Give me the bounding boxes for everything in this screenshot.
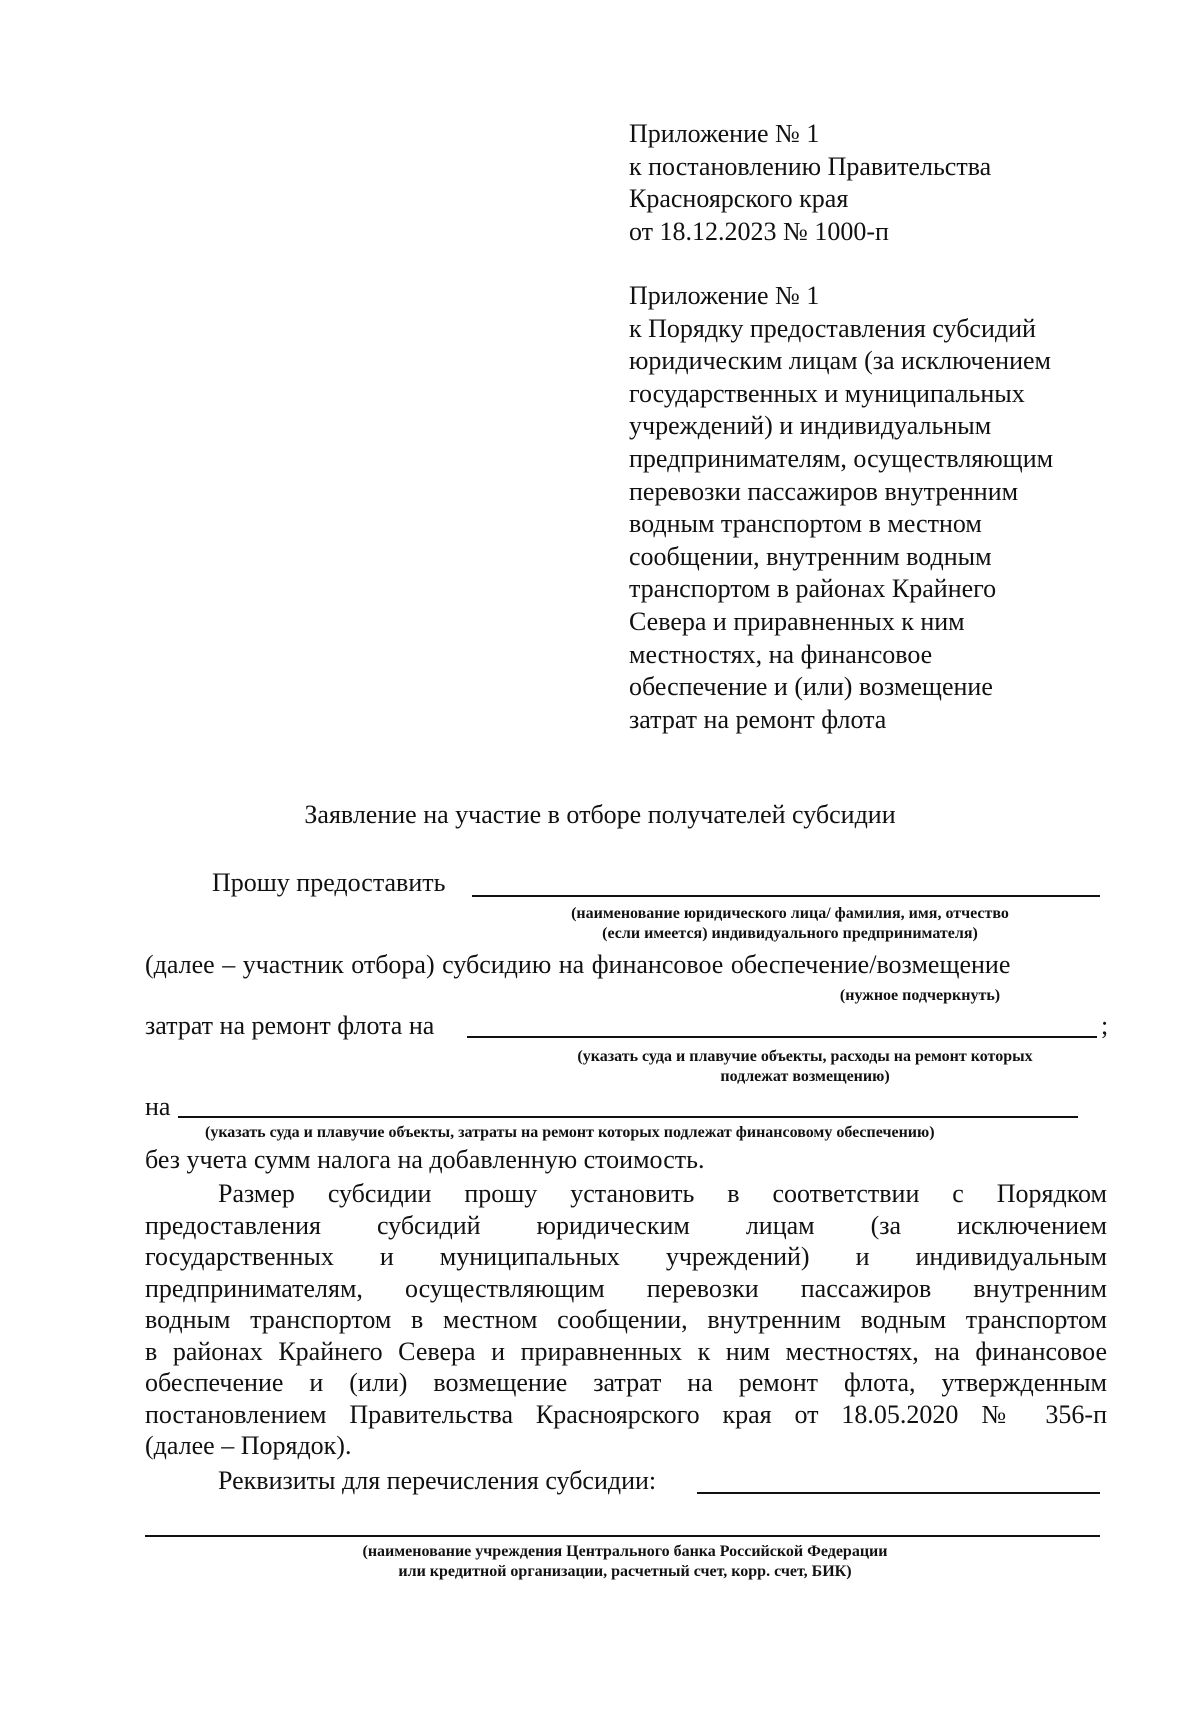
vat-line: без учета сумм налога на добавленную стоимость.	[145, 1145, 705, 1174]
request-label: Прошу предоставить	[212, 868, 446, 897]
header-line: от 18.12.2023 № 1000-п	[629, 216, 889, 246]
header-line: учреждений) и индивидуальным	[629, 411, 992, 441]
choose-hint: (нужное подчеркнуть)	[839, 987, 1001, 1004]
request-hint: (наименование юридического лица/ фамилия, имя, отчество (если имеется) индивидуального предпринимателя)	[571, 905, 1009, 942]
na-hint: (указать суда и плавучие объекты, затраты на ремонт которых подлежат финансовому обеспечению)	[205, 1124, 935, 1141]
semicolon: ;	[1101, 1011, 1109, 1040]
paragraph-row: постановлением Правительства Красноярского края от 18.05.2020 № 356-п	[145, 1399, 1107, 1429]
vessels-reimbursement-blank[interactable]	[467, 1036, 1097, 1038]
subsidy-size-paragraph	[145, 1178, 1107, 1462]
paragraph-row: (далее – Порядок).	[145, 1431, 352, 1460]
paragraph-row: водным транспортом в местном сообщении, внутренним водным транспортом	[145, 1305, 1107, 1334]
header-line: Приложение № 1	[629, 281, 820, 310]
applicant-name-blank[interactable]	[472, 895, 1100, 897]
paragraph-row: Размер субсидии прошу установить в соответствии с Порядком	[218, 1179, 1107, 1208]
paragraph-row: обеспечение и (или) возмещение затрат на ремонт флота, утвержденным	[145, 1368, 1107, 1397]
bank-label: Реквизиты для перечисления субсидии:	[218, 1466, 657, 1495]
header-line: водным транспортом в местном	[629, 509, 982, 539]
bank-details-blank-2[interactable]	[145, 1535, 1100, 1537]
header-line: Красноярского края	[629, 184, 849, 214]
appendix-header-decree	[629, 118, 991, 248]
header-line: предпринимателям, осуществляющим	[629, 443, 1054, 473]
header-line: обеспечение и (или) возмещение	[629, 672, 993, 702]
header-line: транспортом в районах Крайнего	[629, 574, 997, 604]
header-line: перевозки пассажиров внутренним	[629, 476, 1019, 506]
header-line: затрат на ремонт флота	[629, 704, 887, 734]
paragraph-row: в районах Крайнего Севера и приравненных к ним местностях, на финансовое	[145, 1336, 1107, 1366]
paragraph-row: государственных и муниципальных учреждений) и индивидуальным	[145, 1242, 1107, 1271]
na-label: на	[145, 1092, 171, 1121]
costs-label: затрат на ремонт флота на	[145, 1011, 435, 1040]
header-line: к постановлению Правительства	[629, 151, 992, 181]
paragraph-row: предпринимателям, осуществляющим перевозки пассажиров внутренним	[145, 1273, 1107, 1303]
header-line: местностях, на финансовое	[629, 639, 933, 669]
vessels-financing-blank[interactable]	[178, 1116, 1078, 1118]
document-title: Заявление на участие в отборе получателей субсидии	[304, 800, 896, 829]
appendix-header-procedure	[629, 280, 1053, 736]
bank-hint: (наименование учреждения Центрального банка Российской Федерации или кредитной организации, расчетный счет, корр. счет, БИК)	[362, 1543, 888, 1580]
header-line: сообщении, внутренним водным	[629, 541, 992, 571]
header-line: к Порядку предоставления субсидий	[629, 313, 1036, 343]
header-line: юридическим лицам (за исключением	[629, 346, 1051, 376]
costs-hint: (указать суда и плавучие объекты, расходы на ремонт которых подлежат возмещению)	[577, 1048, 1033, 1085]
header-line: Приложение № 1	[629, 119, 820, 148]
header-line: Севера и приравненных к ним	[629, 606, 965, 636]
bank-details-blank-1[interactable]	[697, 1492, 1100, 1494]
paragraph-row: предоставления субсидий юридическим лицам (за исключением	[145, 1210, 1107, 1240]
header-line: государственных и муниципальных	[629, 378, 1025, 408]
participant-line: (далее – участник отбора) субсидию на финансовое обеспечение/возмещение	[145, 950, 1011, 979]
